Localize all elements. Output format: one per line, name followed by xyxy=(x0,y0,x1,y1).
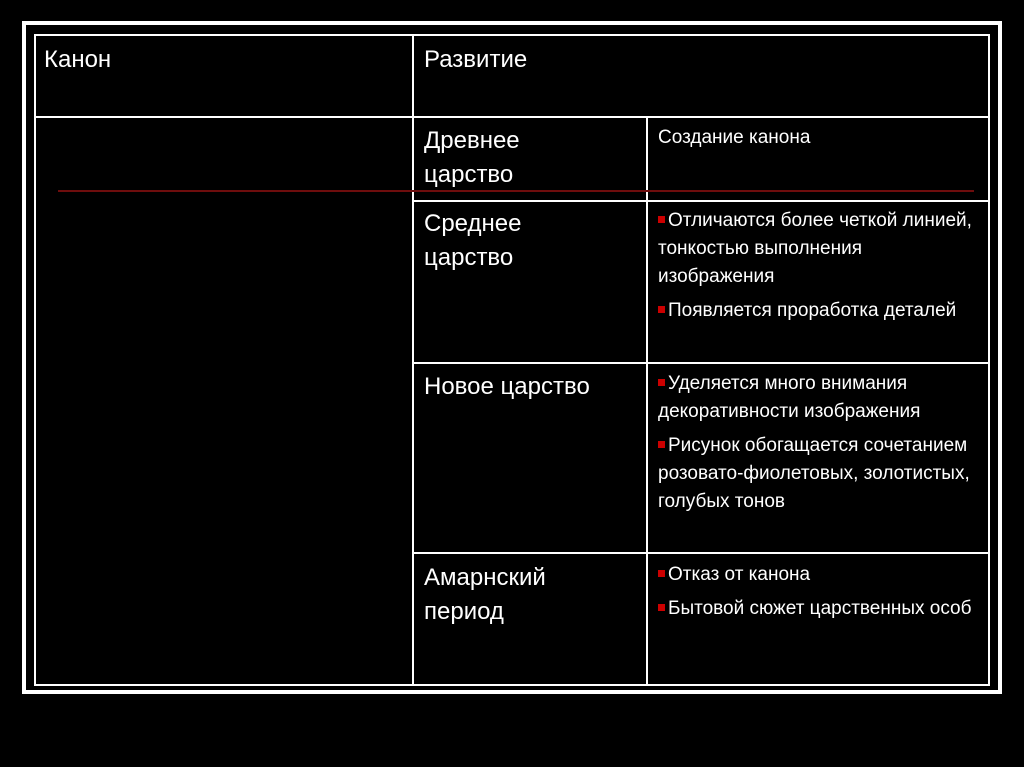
description-middle-kingdom xyxy=(658,207,982,331)
row-divider-3 xyxy=(412,552,990,554)
table-border-right xyxy=(988,34,990,686)
table-border-left xyxy=(34,34,36,686)
bullet-icon xyxy=(658,216,665,223)
list-item: Создание канона xyxy=(658,127,811,148)
period-middle-kingdom: Среднее царство xyxy=(424,210,522,271)
header-development: Развитие xyxy=(424,46,528,73)
table-border-bottom xyxy=(34,684,990,686)
row-divider-1 xyxy=(412,200,990,202)
description-new-kingdom xyxy=(658,370,982,522)
table-border-top xyxy=(34,34,990,36)
list-item: Отказ от канона xyxy=(658,561,982,589)
list-item: Рисунок обогащается сочетанием розовато-фиолетовых, золотистых, голубых тонов xyxy=(658,435,970,512)
decorative-red-rule xyxy=(58,190,974,192)
bullet-icon xyxy=(658,570,665,577)
list-item: Появляется проработка деталей xyxy=(658,297,982,325)
column-divider-1 xyxy=(412,34,414,686)
bullet-icon xyxy=(658,306,665,313)
description-amarna xyxy=(658,561,982,629)
bullet-icon xyxy=(658,379,665,386)
row-divider-2 xyxy=(412,362,990,364)
bullet-icon xyxy=(658,441,665,448)
description-ancient-kingdom xyxy=(658,124,980,158)
list-item: Уделяется много внимания декоративности изображения xyxy=(658,373,921,422)
bullet-icon xyxy=(658,604,665,611)
period-ancient-kingdom: Древнее царство xyxy=(424,127,520,188)
period-amarna: Амарнский период xyxy=(424,564,546,625)
header-canon: Канон xyxy=(44,46,112,73)
period-new-kingdom: Новое царство xyxy=(424,373,590,400)
list-item: Отличаются более четкой линией, тонкостью выполнения изображения xyxy=(658,210,972,287)
header-divider xyxy=(34,116,990,118)
list-item: Бытовой сюжет царственных особ xyxy=(658,595,982,623)
